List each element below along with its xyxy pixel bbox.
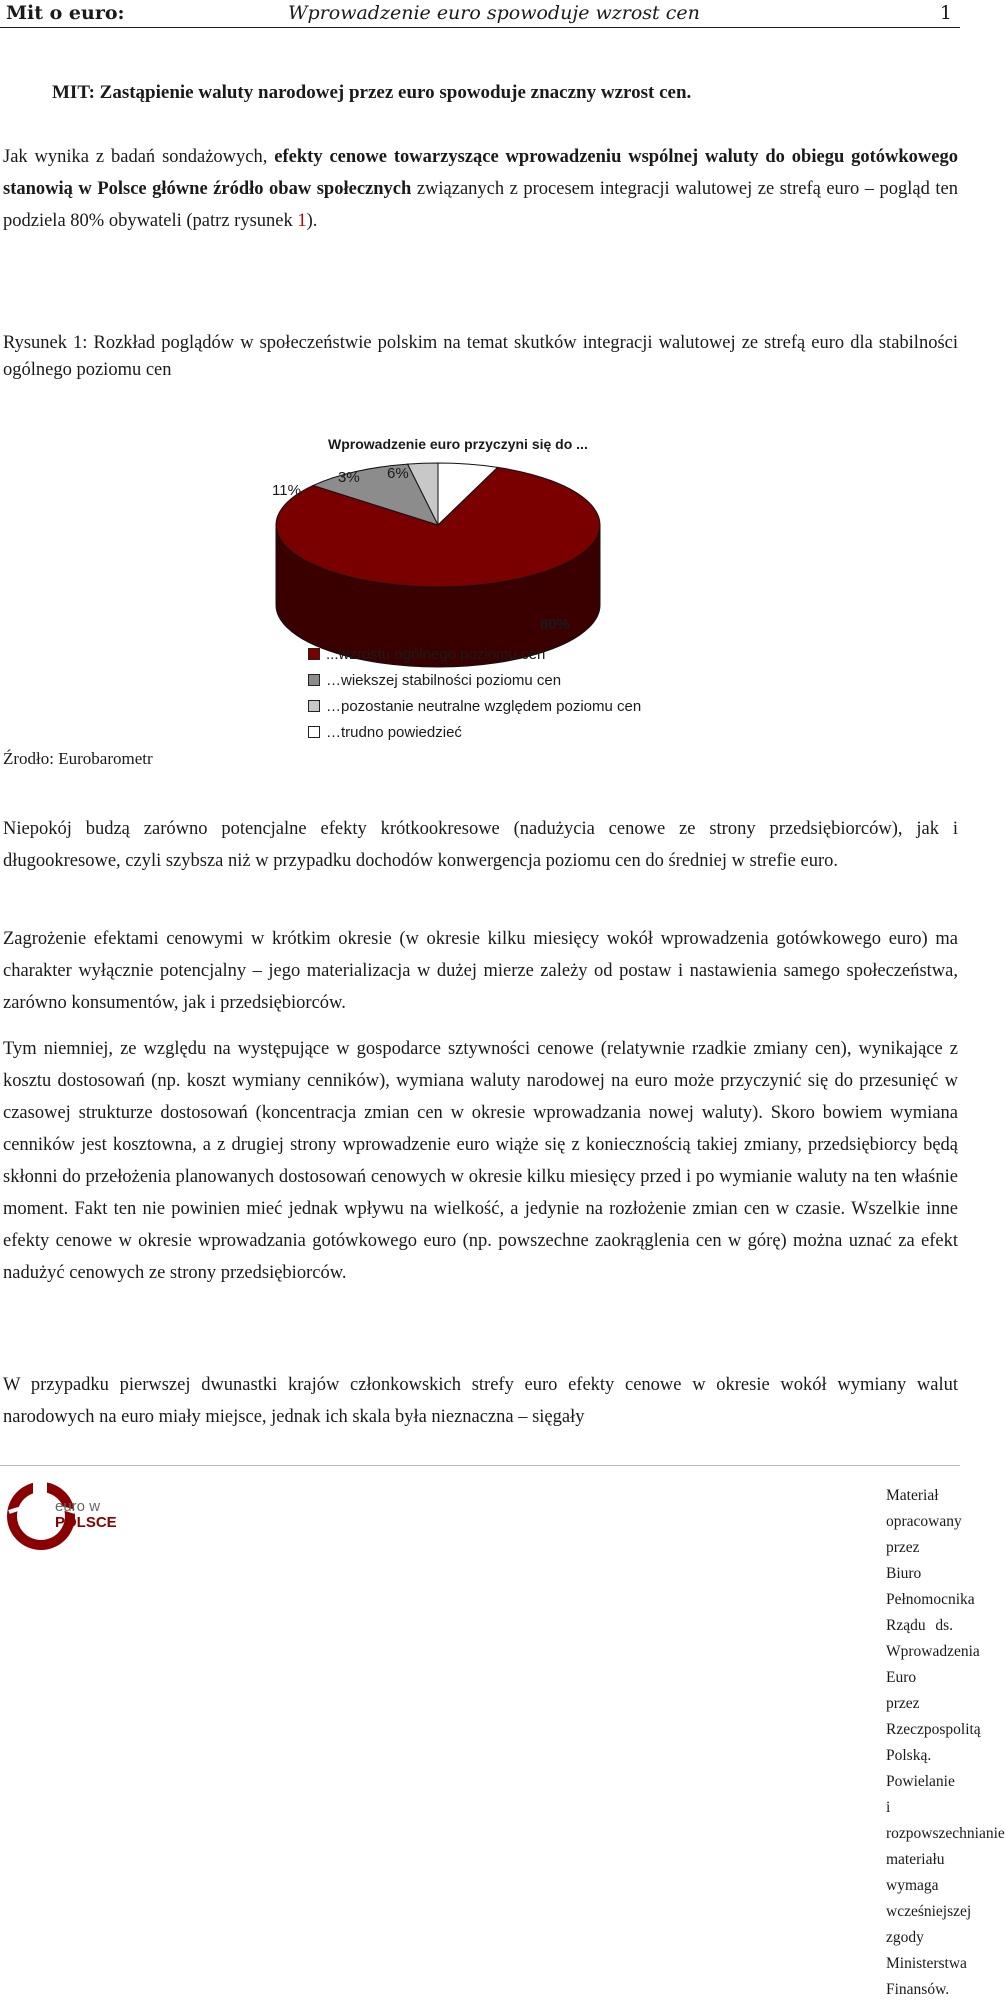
figure-source: Źrodło: Eurobarometr [3,749,153,768]
figure-caption: Rysunek 1: Rozkład poglądów w społeczeństwie polskim na temat skutków integracji walutowej ze strefą euro dla stabilności ogólnego poziomu cen [3,333,958,380]
chart-title: Wprowadzenie euro przyczyni się do ... [328,436,588,452]
myth-statement: MIT: Zastąpienie waluty narodowej przez euro spowoduje znaczny wzrost cen. [52,82,692,103]
intro-bold-text: efekty cenowe towarzyszące wprowadzeniu wspólnej waluty do obiegu gotówkowego stanowią w Polsce główne źródło obaw społecznych [3,147,958,199]
body-paragraph-4: W przypadku pierwszej dwunastki krajów członkowskich strefy euro efekty cenowe w okresie wokół wymiany walut narodowych na euro miały miejsce, jednak ich skala była nieznaczna – sięgały [3,1375,958,1427]
header-rule [0,27,960,28]
legend-swatch [308,700,320,712]
page-header [0,0,960,30]
intro-text-start: Jak wynika z badań sondażowych, [3,147,275,167]
page-number: 1 [939,2,952,24]
euro-w-polsce-logo [5,1478,135,1554]
body-paragraph-1: Niepokój budzą zarówno potencjalne efekty krótkookresowe (nadużycia cenowe ze strony przedsiębiorców), jak i długookresowe, czyli szybsza niż w przypadku dochodów konwergencja poziomu cen do średniej w strefie euro. [3,819,958,871]
pie-label-3: 80% [540,616,571,633]
footer-rule [0,1465,960,1466]
intro-text-end: związanych z procesem integracji walutowej ze strefą euro – pogląd ten podziela 80% obywateli (patrz rysunek [3,179,958,231]
legend-swatch [308,726,320,738]
pie-label-2: 6% [387,465,409,482]
logo-text-top: euro w [55,1498,101,1515]
legend-item [308,641,641,667]
legend-label: …trudno powiedzieć [326,723,462,741]
header-left: Mit o euro: [6,2,125,24]
body-paragraph-3: Tym niemniej, ze względu na występujące w gospodarce sztywności cenowe (relatywnie rzadkie zmiany cen), wynikające z kosztu dostosowań (np. koszt wymiany cenników), wymiana waluty narodowej na euro może przyczynić się do przesunięć w czasowej strukturze dostosowań (koncentracja zmian cen w okresie wprowadzania nowej waluty). Skoro bowiem wymiana cenników jest kosztowna, a z drugiej strony wprowadzenie euro wiąże się z koniecznością takiej zmiany, przedsiębiorcy będą skłonni do przełożenia planowanych dostosowań cenowych w okresie kilku miesięcy przed i po wymianie waluty na ten właśnie moment. Fakt ten nie powinien mieć jednak wpływu na wielkość, a jedynie na rozłożenie zmian cen w czasie. Wszelkie inne efekty cenowe w okresie wprowadzania gotówkowego euro (np. powszechne zaokrąglenia cen w górę) można uznać za efekt nadużyć cenowych ze strony przedsiębiorców. [3,1039,958,1283]
body-paragraph-2: Zagrożenie efektami cenowymi w krótkim okresie (w okresie kilku miesięcy wokół wprowadzenia gotówkowego euro) ma charakter wyłącznie potencjalny – jego materializacja w dużej mierze zależy od postaw i nastawienia samego społeczeństwa, zarówno konsumentów, jak i przedsiębiorców. [3,929,958,1013]
logo-text-bottom: POLSCE [55,1514,117,1531]
legend-item [308,667,641,693]
pie-label-1: 3% [338,469,360,486]
legend-label: …wiekszej stabilności poziomu cen [326,671,562,689]
header-title: Wprowadzenie euro spowoduje wzrost cen [288,2,700,24]
footer-text: Materiał opracowany przez Biuro Pełnomocnika Rządu ds. Wprowadzenia Euro przez Rzeczpospolitą Polską. Powielanie i rozpowszechnianie materiału wymaga wcześniejszej zgody Ministerstwa Finansów. [886,1487,1005,1998]
pie-label-0: 11% [272,482,301,499]
figure-reference-link[interactable]: 1 [297,211,307,231]
legend-swatch [308,648,320,660]
intro-paragraph [3,141,958,237]
pie-chart [260,455,620,625]
legend-item [308,693,641,719]
intro-closing: ). [306,211,318,231]
legend-label: ...wzrostu ogólnego poziomu cen [326,645,546,663]
legend-swatch [308,674,320,686]
legend-label: …pozostanie neutralne względem poziomu cen [326,697,642,715]
chart-legend [308,641,641,745]
legend-item [308,719,641,745]
